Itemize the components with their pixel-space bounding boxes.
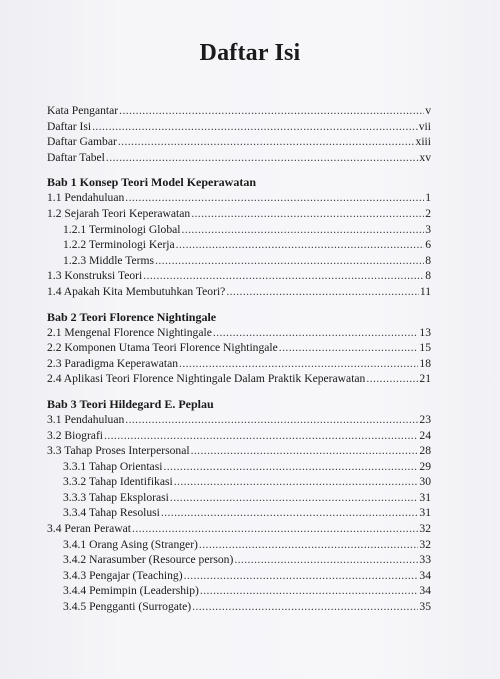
toc-entry-label: 1.2.1 Terminologi Global [63,222,181,236]
dot-leader [174,474,419,490]
toc-entry-label: 3.2 Biografi [47,428,104,442]
toc-entry[interactable] [47,459,431,475]
toc-entry-page-number: 33 [419,553,431,567]
toc-entry-page-number: v [425,104,431,117]
table-of-contents [47,103,431,615]
toc-entry-label: 1.2.2 Terminologi Kerja [63,238,175,252]
dot-leader [155,253,424,269]
toc-entry-page-number: 3 [425,222,431,236]
toc-entry-page-number: 32 [419,537,431,551]
dot-leader [106,150,419,166]
chapter-heading[interactable]: Bab 3 Teori Hildegard E. Peplau [47,396,214,411]
toc-entry[interactable] [47,443,431,459]
dot-leader [119,103,424,119]
dot-leader [234,552,418,568]
toc-entry[interactable] [47,521,431,537]
toc-entry-label: 3.4.1 Orang Asing (Stranger) [63,537,198,551]
toc-entry-label: 3.3.1 Tahap Orientasi [63,459,163,473]
toc-entry[interactable] [47,568,431,584]
toc-entry-label: 3.4.3 Pengajar (Teaching) [63,568,183,582]
toc-entry-page-number: xiii [415,135,431,149]
toc-entry-label: 2.4 Aplikasi Teori Florence Nightingale Dalam Praktik Keperawatan [47,372,366,386]
toc-entry-page-number: 2 [425,206,431,220]
toc-entry[interactable] [47,150,431,166]
dot-leader [226,284,419,300]
dot-leader [104,428,418,444]
chapter-heading[interactable]: Bab 1 Konsep Teori Model Keperawatan [47,175,257,190]
toc-entry-label: 1.1 Pendahuluan [47,191,125,205]
toc-entry[interactable] [47,253,431,269]
toc-entry-label: 1.4 Apakah Kita Membutuhkan Teori? [47,284,226,298]
toc-entry-page-number: 8 [425,253,431,267]
toc-entry-page-number: 23 [419,412,431,426]
toc-entry[interactable] [47,583,431,599]
toc-entry-label: Daftar Gambar [47,135,117,149]
toc-entry-page-number: 13 [419,325,431,339]
chapter-heading[interactable]: Bab 2 Teori Florence Nightingale [47,309,217,324]
toc-entry-label: Kata Pengantar [47,104,119,117]
dot-leader [192,599,418,615]
dot-leader [366,371,418,387]
dot-leader [199,537,418,553]
toc-entry[interactable] [47,490,431,506]
dot-leader [170,490,419,506]
toc-entry-page-number: 32 [419,522,431,536]
toc-entry-page-number: 11 [419,284,431,298]
toc-entry[interactable] [47,552,431,568]
toc-entry[interactable] [47,537,431,553]
toc-entry-label: 3.3.3 Tahap Eksplorasi [63,490,169,504]
dot-leader [163,459,418,475]
toc-entry[interactable] [47,371,431,387]
toc-entry[interactable] [47,325,431,341]
toc-entry[interactable] [47,206,431,222]
toc-entry-label: 2.2 Komponen Utama Teori Florence Nightingale [47,341,278,355]
toc-entry-label: 3.1 Pendahuluan [47,412,125,426]
toc-entry-page-number: 30 [419,475,431,489]
toc-entry[interactable] [47,412,431,428]
toc-entry[interactable] [47,134,431,150]
toc-entry-label: 1.2.3 Middle Terms [63,253,155,267]
toc-entry-page-number: 31 [419,506,431,520]
dot-leader [125,190,424,206]
dot-leader [181,222,424,238]
toc-entry-label: Daftar Tabel [47,150,105,164]
toc-entry-page-number: 28 [419,444,431,458]
toc-entry[interactable] [47,190,431,206]
dot-leader [92,119,418,135]
toc-entry[interactable] [47,284,431,300]
toc-entry[interactable] [47,268,431,284]
toc-entry-page-number: vii [418,119,431,133]
toc-entry-page-number: 15 [419,341,431,355]
toc-entry[interactable] [47,103,431,119]
dot-leader [161,505,419,521]
toc-entry[interactable] [47,119,431,135]
toc-entry-label: 3.3.4 Tahap Resolusi [63,506,160,520]
dot-leader [179,356,418,372]
dot-leader [191,443,419,459]
toc-entry-label: 2.1 Mengenal Florence Nightingale [47,325,212,339]
toc-entry-page-number: 29 [419,459,431,473]
toc-entry-label: 3.4 Peran Perawat [47,522,132,536]
toc-entry-page-number: xv [419,150,431,164]
dot-leader [184,568,419,584]
toc-entry-label: 3.4.5 Pengganti (Surrogate) [63,600,192,614]
toc-entry[interactable] [47,428,431,444]
dot-leader [176,237,425,253]
front-matter-list [47,103,431,165]
toc-entry-page-number: 8 [425,269,431,283]
dot-leader [125,412,418,428]
toc-entry-label: Daftar Isi [47,119,92,133]
toc-entry-page-number: 34 [419,568,431,582]
toc-entry[interactable] [47,505,431,521]
toc-entry[interactable] [47,474,431,490]
toc-entry[interactable] [47,599,431,615]
toc-entry-label: 1.2 Sejarah Teori Keperawatan [47,206,191,220]
dot-leader [279,340,419,356]
toc-entry-label: 1.3 Konstruksi Teori [47,269,143,283]
toc-entry[interactable] [47,222,431,238]
toc-entry[interactable] [47,356,431,372]
dot-leader [118,134,415,150]
toc-entry-page-number: 6 [425,238,431,252]
toc-entry-page-number: 1 [425,191,431,205]
dot-leader [132,521,418,537]
dot-leader [143,268,424,284]
toc-entry-label: 3.4.4 Pemimpin (Leadership) [63,584,199,598]
dot-leader [213,325,419,341]
toc-entry-page-number: 35 [419,600,431,614]
toc-entry-page-number: 31 [419,490,431,504]
dot-leader [200,583,419,599]
toc-entry-page-number: 24 [419,428,431,442]
toc-entry-label: 3.3.2 Tahap Identifikasi [63,475,173,489]
toc-entry[interactable] [47,340,431,356]
toc-entry-page-number: 21 [419,372,431,386]
toc-entry-page-number: 34 [419,584,431,598]
toc-entry-label: 3.4.2 Narasumber (Resource person) [63,553,234,567]
toc-entry[interactable] [47,237,431,253]
toc-entry-label: 2.3 Paradigma Keperawatan [47,356,179,370]
toc-entry-page-number: 18 [419,356,431,370]
toc-entry-label: 3.3 Tahap Proses Interpersonal [47,444,190,458]
chapter-list [47,174,431,614]
page-title: Daftar Isi [199,40,301,66]
dot-leader [191,206,424,222]
